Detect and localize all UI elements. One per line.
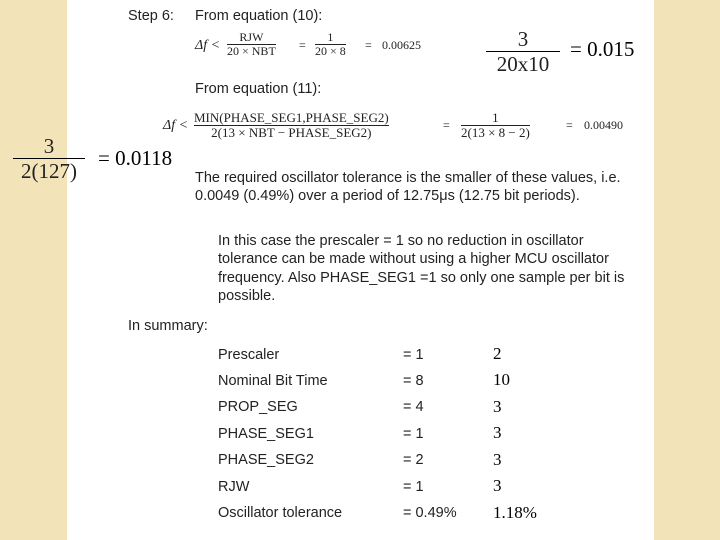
prescaler-paragraph: In this case the prescaler = 1 so no reduction in oscillator tolerance can be made without using a higher MCU oscillator frequency. Also PHASE_SEG1 =1 so only one sample per bit is possible. (218, 233, 625, 304)
alt-value-prop-seg: 3 (493, 397, 502, 416)
eq10-fraction-2 (315, 31, 346, 58)
eq11-lhs: Δf < (163, 118, 189, 133)
eq11-frac1-num: MIN(PHASE_SEG1,PHASE_SEG2) (194, 110, 389, 125)
eq10-equals-2: = (365, 38, 372, 52)
document-page (67, 0, 654, 540)
eq10-frac2-den: 20 × 8 (315, 44, 346, 58)
summary-value-phase-seg1: = 1 (403, 426, 424, 442)
eq11-frac1-den: 2(13 × NBT − PHASE_SEG2) (211, 125, 372, 140)
summary-value-prop-seg: = 4 (403, 399, 424, 415)
alt-value-phase-seg2: 3 (493, 450, 502, 469)
summary-label-phase-seg2: PHASE_SEG2 (218, 452, 314, 468)
from-equation-10: From equation (10): (195, 8, 323, 24)
eq10-equals-1: = (299, 38, 306, 52)
eq10-fraction-1 (227, 31, 276, 58)
alt-value-phase-seg1: 3 (493, 423, 502, 442)
alt-value-oscillator-tolerance: 1.18% (493, 503, 537, 522)
overlay-fraction-left (13, 134, 85, 183)
overlay-top-result: = 0.015 (570, 37, 635, 61)
step-label: Step 6: (128, 8, 174, 24)
summary-label-nominal-bit-time: Nominal Bit Time (218, 373, 328, 389)
summary-label-oscillator-tolerance: Oscillator tolerance (218, 505, 343, 521)
eq11-equals-2: = (566, 118, 573, 132)
overlay-top-den: 20x10 (496, 52, 550, 76)
overlay-left-den: 2(127) (21, 159, 77, 183)
alt-value-rjw: 3 (493, 476, 502, 495)
eq11-frac2-den: 2(13 × 8 − 2) (461, 125, 530, 140)
eq11-frac2-num: 1 (492, 110, 499, 125)
summary-heading: In summary: (128, 318, 208, 334)
summary-value-oscillator-tolerance: = 0.49% (403, 505, 457, 521)
eq10-frac1-num: RJW (239, 30, 264, 44)
overlay-left-num: 3 (43, 134, 55, 158)
summary-label-phase-seg1: PHASE_SEG1 (218, 426, 314, 442)
eq10-frac2-num: 1 (327, 30, 334, 44)
eq11-fraction-2 (461, 111, 530, 140)
eq10-frac1-den: 20 × NBT (227, 44, 276, 58)
eq11-result: 0.00490 (584, 118, 623, 132)
tolerance-paragraph: The required oscillator tolerance is the smaller of these values, i.e. 0.0049 (0.49%) over a period of 12.75μs (12.75 bit periods). (195, 170, 621, 205)
alt-value-prescaler: 2 (493, 344, 502, 363)
summary-value-rjw: = 1 (403, 479, 424, 495)
eq11-fraction-1 (194, 111, 389, 140)
summary-value-nominal-bit-time: = 8 (403, 373, 424, 389)
summary-value-phase-seg2: = 2 (403, 452, 424, 468)
overlay-fraction-top (486, 27, 560, 76)
overlay-top-num: 3 (517, 27, 529, 51)
eq11-equals-1: = (443, 118, 450, 132)
alt-value-nominal-bit-time: 10 (493, 370, 510, 389)
summary-label-prescaler: Prescaler (218, 347, 280, 363)
summary-value-prescaler: = 1 (403, 347, 424, 363)
summary-label-rjw: RJW (218, 479, 250, 495)
overlay-left-result: = 0.0118 (98, 146, 173, 170)
summary-label-prop-seg: PROP_SEG (218, 399, 298, 415)
from-equation-11: From equation (11): (195, 81, 322, 97)
eq10-lhs: Δf < (195, 38, 221, 53)
eq10-result: 0.00625 (382, 38, 421, 52)
